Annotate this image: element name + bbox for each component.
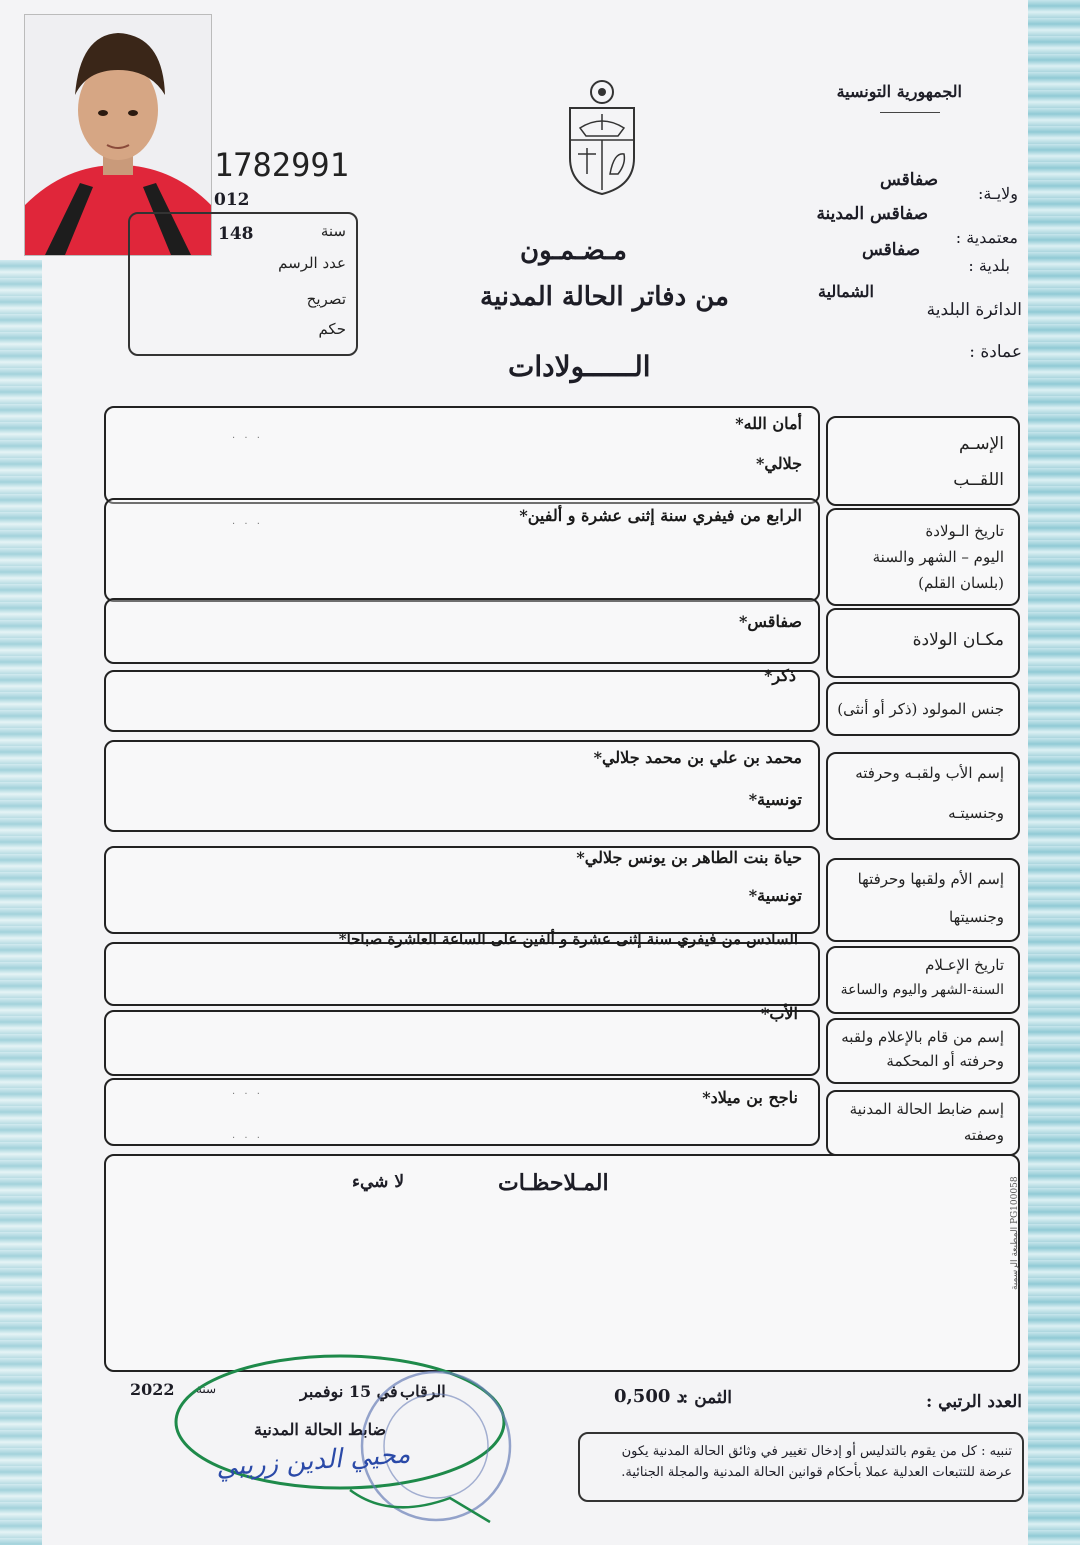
printer-code: المطبعة الرسمية PG100058 bbox=[1010, 1176, 1020, 1290]
sex-value: ذكر* bbox=[764, 666, 796, 685]
registry-number: 148 bbox=[218, 224, 254, 244]
district-label: الدائرة البلدية bbox=[926, 300, 1022, 320]
title-line1: مـضـمـون bbox=[520, 236, 627, 266]
surname-value: جلالي* bbox=[755, 454, 802, 473]
father-name-value: محمد بن علي بن محمد جلالي* bbox=[593, 748, 802, 767]
mother-nationality-value: تونسية* bbox=[748, 886, 802, 905]
row-name-value-box bbox=[104, 406, 820, 504]
birth-place-value: صفاقس* bbox=[739, 612, 802, 631]
republic-label: الجمهورية التونسية bbox=[836, 82, 962, 101]
row-name-label-box bbox=[826, 416, 1020, 506]
row-father-label-box bbox=[826, 752, 1020, 840]
tunisia-coat-of-arms-icon bbox=[562, 78, 642, 198]
father-nationality-value: تونسية* bbox=[748, 790, 802, 809]
imada-label: عمادة : bbox=[969, 342, 1022, 362]
row-sex-label-box bbox=[826, 682, 1020, 736]
mother-name-value: حياة بنت الطاهر بن يونس جلالي* bbox=[576, 848, 802, 867]
declarant-label: إسم من قام بالإعلام ولقبه bbox=[841, 1028, 1004, 1046]
row-birth-date-value-box bbox=[104, 498, 820, 602]
declarant-value: الأب* bbox=[761, 1004, 798, 1023]
municipality-label: بلدية : bbox=[968, 256, 1010, 275]
delegation-value: صفاقس المدينة bbox=[816, 204, 928, 224]
first-name-label: الإسـم bbox=[959, 434, 1004, 454]
governorate-label: ولايـة: bbox=[978, 184, 1018, 203]
officer-value: ناجح بن ميلاد* bbox=[702, 1088, 798, 1107]
declaration-date-label: تاريخ الإعـلام bbox=[925, 956, 1004, 974]
row-mother-label-box bbox=[826, 858, 1020, 942]
year-code: 012 bbox=[214, 190, 250, 210]
row-declaration-date-label-box bbox=[826, 946, 1020, 1014]
birth-date-sublabel: اليوم – الشهر والسنة bbox=[872, 548, 1004, 566]
officer-signature: محيي الدين زريبي bbox=[215, 1439, 412, 1483]
first-name-value: أمان الله* bbox=[735, 414, 802, 433]
row-declaration-date-value-box bbox=[104, 930, 820, 1006]
row-birth-place-label-box bbox=[826, 608, 1020, 678]
decorative-border-left bbox=[0, 260, 42, 1545]
title-line2: من دفاتر الحالة المدنية bbox=[480, 282, 729, 312]
section-title: الــــــولادات bbox=[508, 350, 651, 383]
row-declarant-value-box bbox=[104, 1004, 820, 1076]
row-birth-place-value-box bbox=[104, 598, 820, 664]
declaration-date-value: السادس من فيفري سنة إثنى عشرة و ألفين على الساعة العاشرة صباحا* bbox=[338, 930, 798, 948]
city-prefix: الرقاب bbox=[400, 1382, 446, 1401]
judgment-label: حكم bbox=[318, 320, 346, 338]
mother-nationality-label: وجنسيتها bbox=[949, 908, 1004, 926]
district-value: الشمالية bbox=[818, 282, 874, 301]
sex-label: جنس المولود (ذكر أو أنثى) bbox=[837, 700, 1004, 718]
row-officer-value-box bbox=[104, 1078, 820, 1146]
governorate-value: صفاقس bbox=[879, 170, 938, 190]
row-mother-value-box bbox=[104, 846, 820, 934]
filler-dots: . . . bbox=[232, 1086, 263, 1097]
order-number-label: العدد الرتبي : bbox=[925, 1392, 1022, 1412]
municipality-value: صفاقس bbox=[861, 240, 920, 260]
officer-label: إسم ضابط الحالة المدنية bbox=[849, 1100, 1004, 1118]
price-label: الثمن : bbox=[682, 1388, 732, 1408]
filler-dots: . . . bbox=[232, 430, 263, 441]
father-label: إسم الأب ولقبـه وحرفته bbox=[855, 764, 1004, 782]
notes-label: المـلاحظـات bbox=[498, 1170, 609, 1196]
row-sex-value-box bbox=[104, 666, 820, 732]
declarant-sublabel: وحرفته أو المحكمة bbox=[886, 1052, 1004, 1070]
filler-dots: . . . bbox=[232, 1130, 263, 1141]
serial-number: 1782991 bbox=[214, 146, 349, 184]
birth-date-value: الرابع من فيفري سنة إثنى عشرة و ألفين* bbox=[519, 506, 802, 525]
registry-label: عدد الرسم bbox=[278, 254, 346, 272]
republic-divider bbox=[880, 112, 940, 113]
row-officer-label-box bbox=[826, 1090, 1020, 1156]
decorative-border-right bbox=[1028, 0, 1080, 1545]
issue-date: في 15 نوفمبر bbox=[300, 1382, 398, 1401]
row-father-value-box bbox=[104, 740, 820, 832]
delegation-label: معتمدية : bbox=[955, 228, 1018, 247]
price-value: 0,500 د bbox=[614, 1386, 685, 1407]
issue-year: 2022 bbox=[130, 1380, 175, 1399]
official-stamp bbox=[170, 1350, 530, 1530]
surname-label: اللقــب bbox=[953, 470, 1004, 490]
father-nationality-label: وجنسيتـه bbox=[948, 804, 1004, 822]
row-birth-date-label-box bbox=[826, 508, 1020, 606]
notes-box bbox=[104, 1154, 1020, 1372]
officer-sublabel: وصفته bbox=[963, 1126, 1004, 1144]
declaration-date-sublabel: السنة-الشهر واليوم والساعة bbox=[840, 982, 1004, 998]
declaration-label: تصريح bbox=[306, 290, 346, 308]
year-label: سنة bbox=[320, 222, 346, 240]
notes-value: لا شيء bbox=[352, 1172, 405, 1192]
mother-label: إسم الأم ولقبها وحرفتها bbox=[857, 870, 1004, 888]
birth-date-note: (بلسان القلم) bbox=[918, 574, 1004, 592]
birth-date-label: تاريخ الـولادة bbox=[925, 522, 1004, 540]
year-label-footer: سنة bbox=[196, 1382, 217, 1396]
legal-warning-text: تنبيه : كل من يقوم بالتدليس أو إدخال تغيير في وثائق الحالة المدنية يكون عرضة للتتبعات العدلية عملا بأحكام قوانين الحالة المدنية والمجلة الجنائية. bbox=[621, 1444, 1012, 1480]
row-declarant-label-box bbox=[826, 1018, 1020, 1084]
filler-dots: . . . bbox=[232, 516, 263, 527]
birth-place-label: مكـان الولادة bbox=[912, 630, 1004, 650]
officer-title: ضابط الحالة المدنية bbox=[254, 1420, 387, 1439]
legal-warning-box bbox=[578, 1432, 1024, 1502]
registry-side-box bbox=[128, 212, 358, 356]
